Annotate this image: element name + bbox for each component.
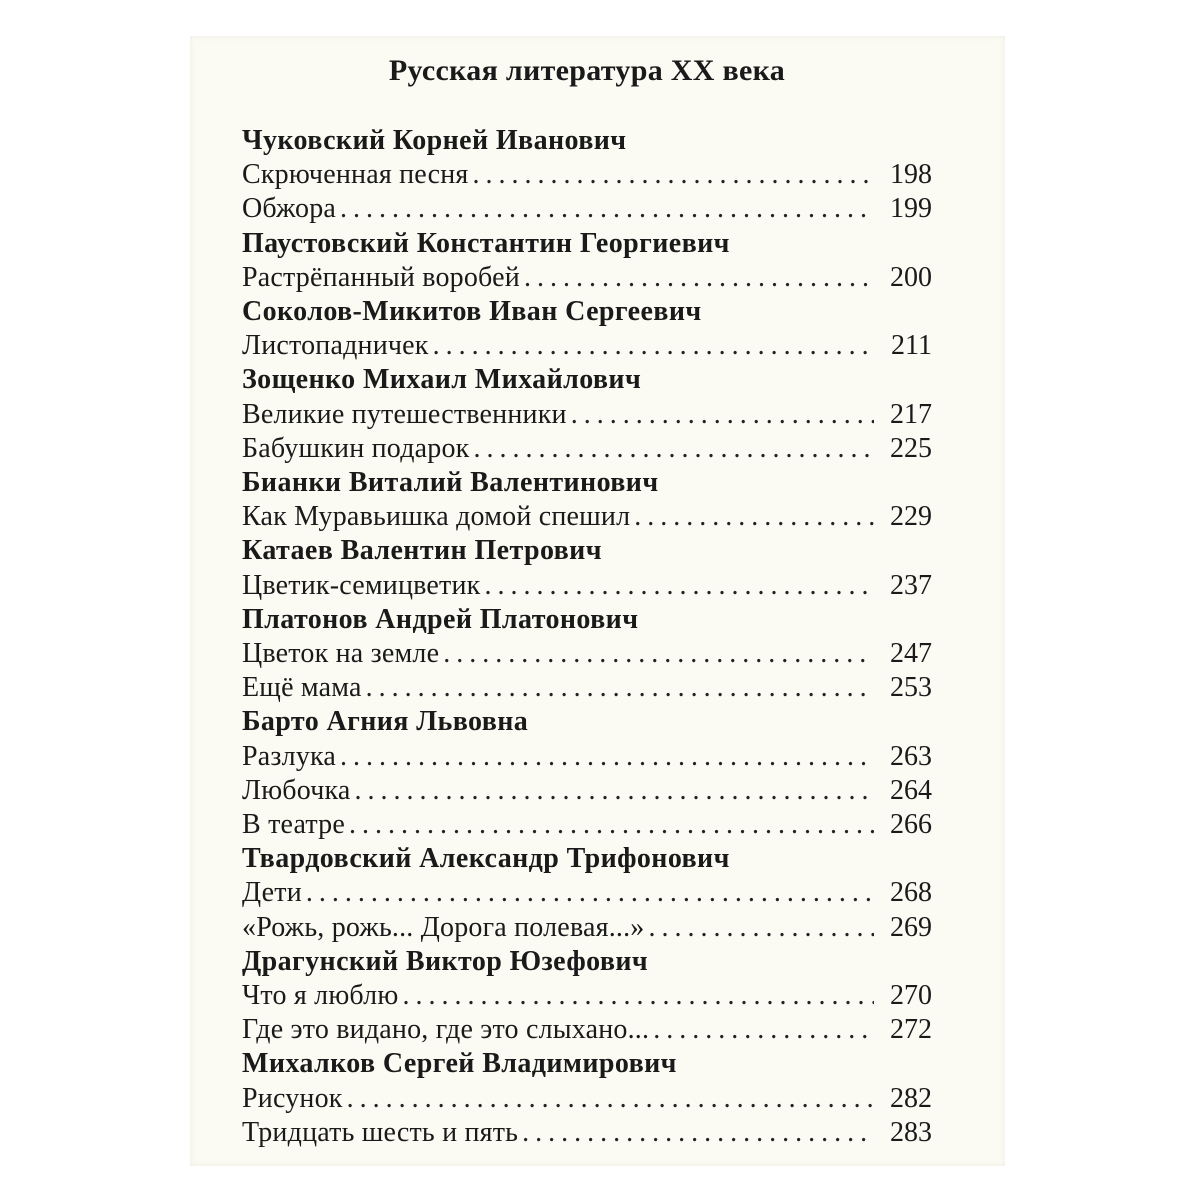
entry-title: Что я люблю bbox=[242, 980, 399, 1011]
entry-title: Любочка bbox=[242, 774, 351, 806]
entry-title: Ещё мама bbox=[242, 672, 362, 704]
author-heading: Чуковский Корней Иванович bbox=[242, 125, 627, 156]
dot-leader bbox=[524, 261, 874, 295]
author-heading: Твардовский Александр Трифонович bbox=[242, 843, 730, 875]
page-number: 211 bbox=[891, 330, 932, 362]
author-heading: Бианки Виталий Валентинович bbox=[242, 467, 659, 498]
page-number: 264 bbox=[890, 774, 932, 806]
toc-entry bbox=[242, 329, 932, 363]
dot-leader bbox=[347, 1082, 874, 1116]
toc-entry bbox=[242, 1116, 932, 1150]
toc-entry bbox=[242, 876, 932, 910]
author-heading: Михалков Сергей Владимирович bbox=[242, 1048, 677, 1080]
author-heading: Паустовский Константин Георгиевич bbox=[242, 227, 730, 259]
entry-title: Скрюченная песня bbox=[242, 159, 469, 191]
page-number: 253 bbox=[890, 672, 932, 704]
page-number: 198 bbox=[890, 159, 932, 191]
dot-leader bbox=[522, 1116, 874, 1150]
page-number: 263 bbox=[890, 740, 932, 772]
entry-title: Дети bbox=[242, 877, 302, 909]
entry-title: Обжора bbox=[242, 193, 337, 225]
page-number: 268 bbox=[890, 877, 932, 909]
entry-title: Цветик-семицветик bbox=[242, 569, 481, 601]
toc-entry bbox=[242, 911, 932, 945]
page-number: 247 bbox=[890, 638, 932, 669]
dot-leader bbox=[355, 774, 874, 808]
page-number: 270 bbox=[890, 980, 932, 1011]
dot-leader bbox=[473, 158, 874, 192]
toc-entry bbox=[242, 158, 932, 192]
toc-entry bbox=[242, 637, 932, 671]
page-number: 266 bbox=[890, 809, 932, 840]
dot-leader bbox=[306, 876, 874, 910]
dot-leader bbox=[653, 1013, 874, 1047]
toc-entry bbox=[242, 569, 932, 603]
entry-title: «Рожь, рожь... Дорога полевая...» bbox=[242, 911, 645, 943]
dot-leader bbox=[649, 911, 875, 945]
dot-leader bbox=[634, 500, 874, 534]
page-number: 199 bbox=[890, 193, 932, 225]
toc-entry bbox=[242, 808, 932, 842]
entry-title: Рисунок bbox=[242, 1082, 343, 1114]
toc-entry bbox=[242, 500, 932, 534]
page-number: 217 bbox=[890, 398, 932, 430]
dot-leader bbox=[484, 569, 874, 603]
entry-title: Разлука bbox=[242, 740, 337, 772]
author-heading: Платонов Андрей Платонович bbox=[242, 603, 639, 635]
dot-leader bbox=[402, 979, 874, 1013]
dot-leader bbox=[340, 192, 874, 226]
toc-entry bbox=[242, 774, 932, 808]
author-heading: Драгунский Виктор Юзефович bbox=[242, 945, 649, 977]
toc-entry bbox=[242, 1013, 932, 1047]
page-number: 282 bbox=[890, 1082, 932, 1114]
entry-title: Листопадничек bbox=[242, 330, 429, 362]
author-heading: Катаев Валентин Петрович bbox=[242, 535, 602, 567]
page-number: 272 bbox=[890, 1014, 932, 1046]
entry-title: Где это видано, где это слыхано... bbox=[242, 1014, 650, 1046]
dot-leader bbox=[571, 398, 874, 432]
dot-leader bbox=[473, 432, 874, 466]
page-number: 229 bbox=[890, 501, 932, 533]
dot-leader bbox=[349, 808, 874, 842]
entry-title: Тридцать шесть и пять bbox=[242, 1116, 519, 1148]
page-number: 200 bbox=[890, 261, 932, 293]
page-number: 237 bbox=[890, 569, 932, 601]
dot-leader bbox=[443, 637, 874, 671]
toc-entry bbox=[242, 261, 932, 295]
toc-entry bbox=[242, 432, 932, 466]
toc-entry bbox=[242, 671, 932, 705]
dot-leader bbox=[433, 329, 874, 363]
entry-title: Цветок на земле bbox=[242, 638, 440, 669]
author-heading: Соколов-Микитов Иван Сергеевич bbox=[242, 296, 702, 327]
author-heading: Зощенко Михаил Михайлович bbox=[242, 364, 642, 396]
entry-title: Как Муравьишка домой спешил bbox=[242, 501, 631, 533]
entry-title: Растрёпанный воробей bbox=[242, 261, 520, 293]
entry-title: В театре bbox=[242, 809, 345, 840]
toc-entry bbox=[242, 192, 932, 226]
page-number: 269 bbox=[890, 911, 932, 943]
section-title: Русская литература XX века bbox=[388, 54, 786, 87]
entry-title: Великие путешественники bbox=[242, 398, 567, 430]
author-heading: Барто Агния Львовна bbox=[242, 706, 529, 738]
entry-title: Бабушкин подарок bbox=[242, 432, 470, 464]
dot-leader bbox=[366, 671, 874, 705]
dot-leader bbox=[340, 740, 874, 774]
page-number: 283 bbox=[890, 1116, 932, 1148]
toc-entry bbox=[242, 740, 932, 774]
toc-entry bbox=[242, 1082, 932, 1116]
page-number: 225 bbox=[890, 432, 932, 464]
toc-entry bbox=[242, 398, 932, 432]
toc-entry bbox=[242, 979, 932, 1013]
